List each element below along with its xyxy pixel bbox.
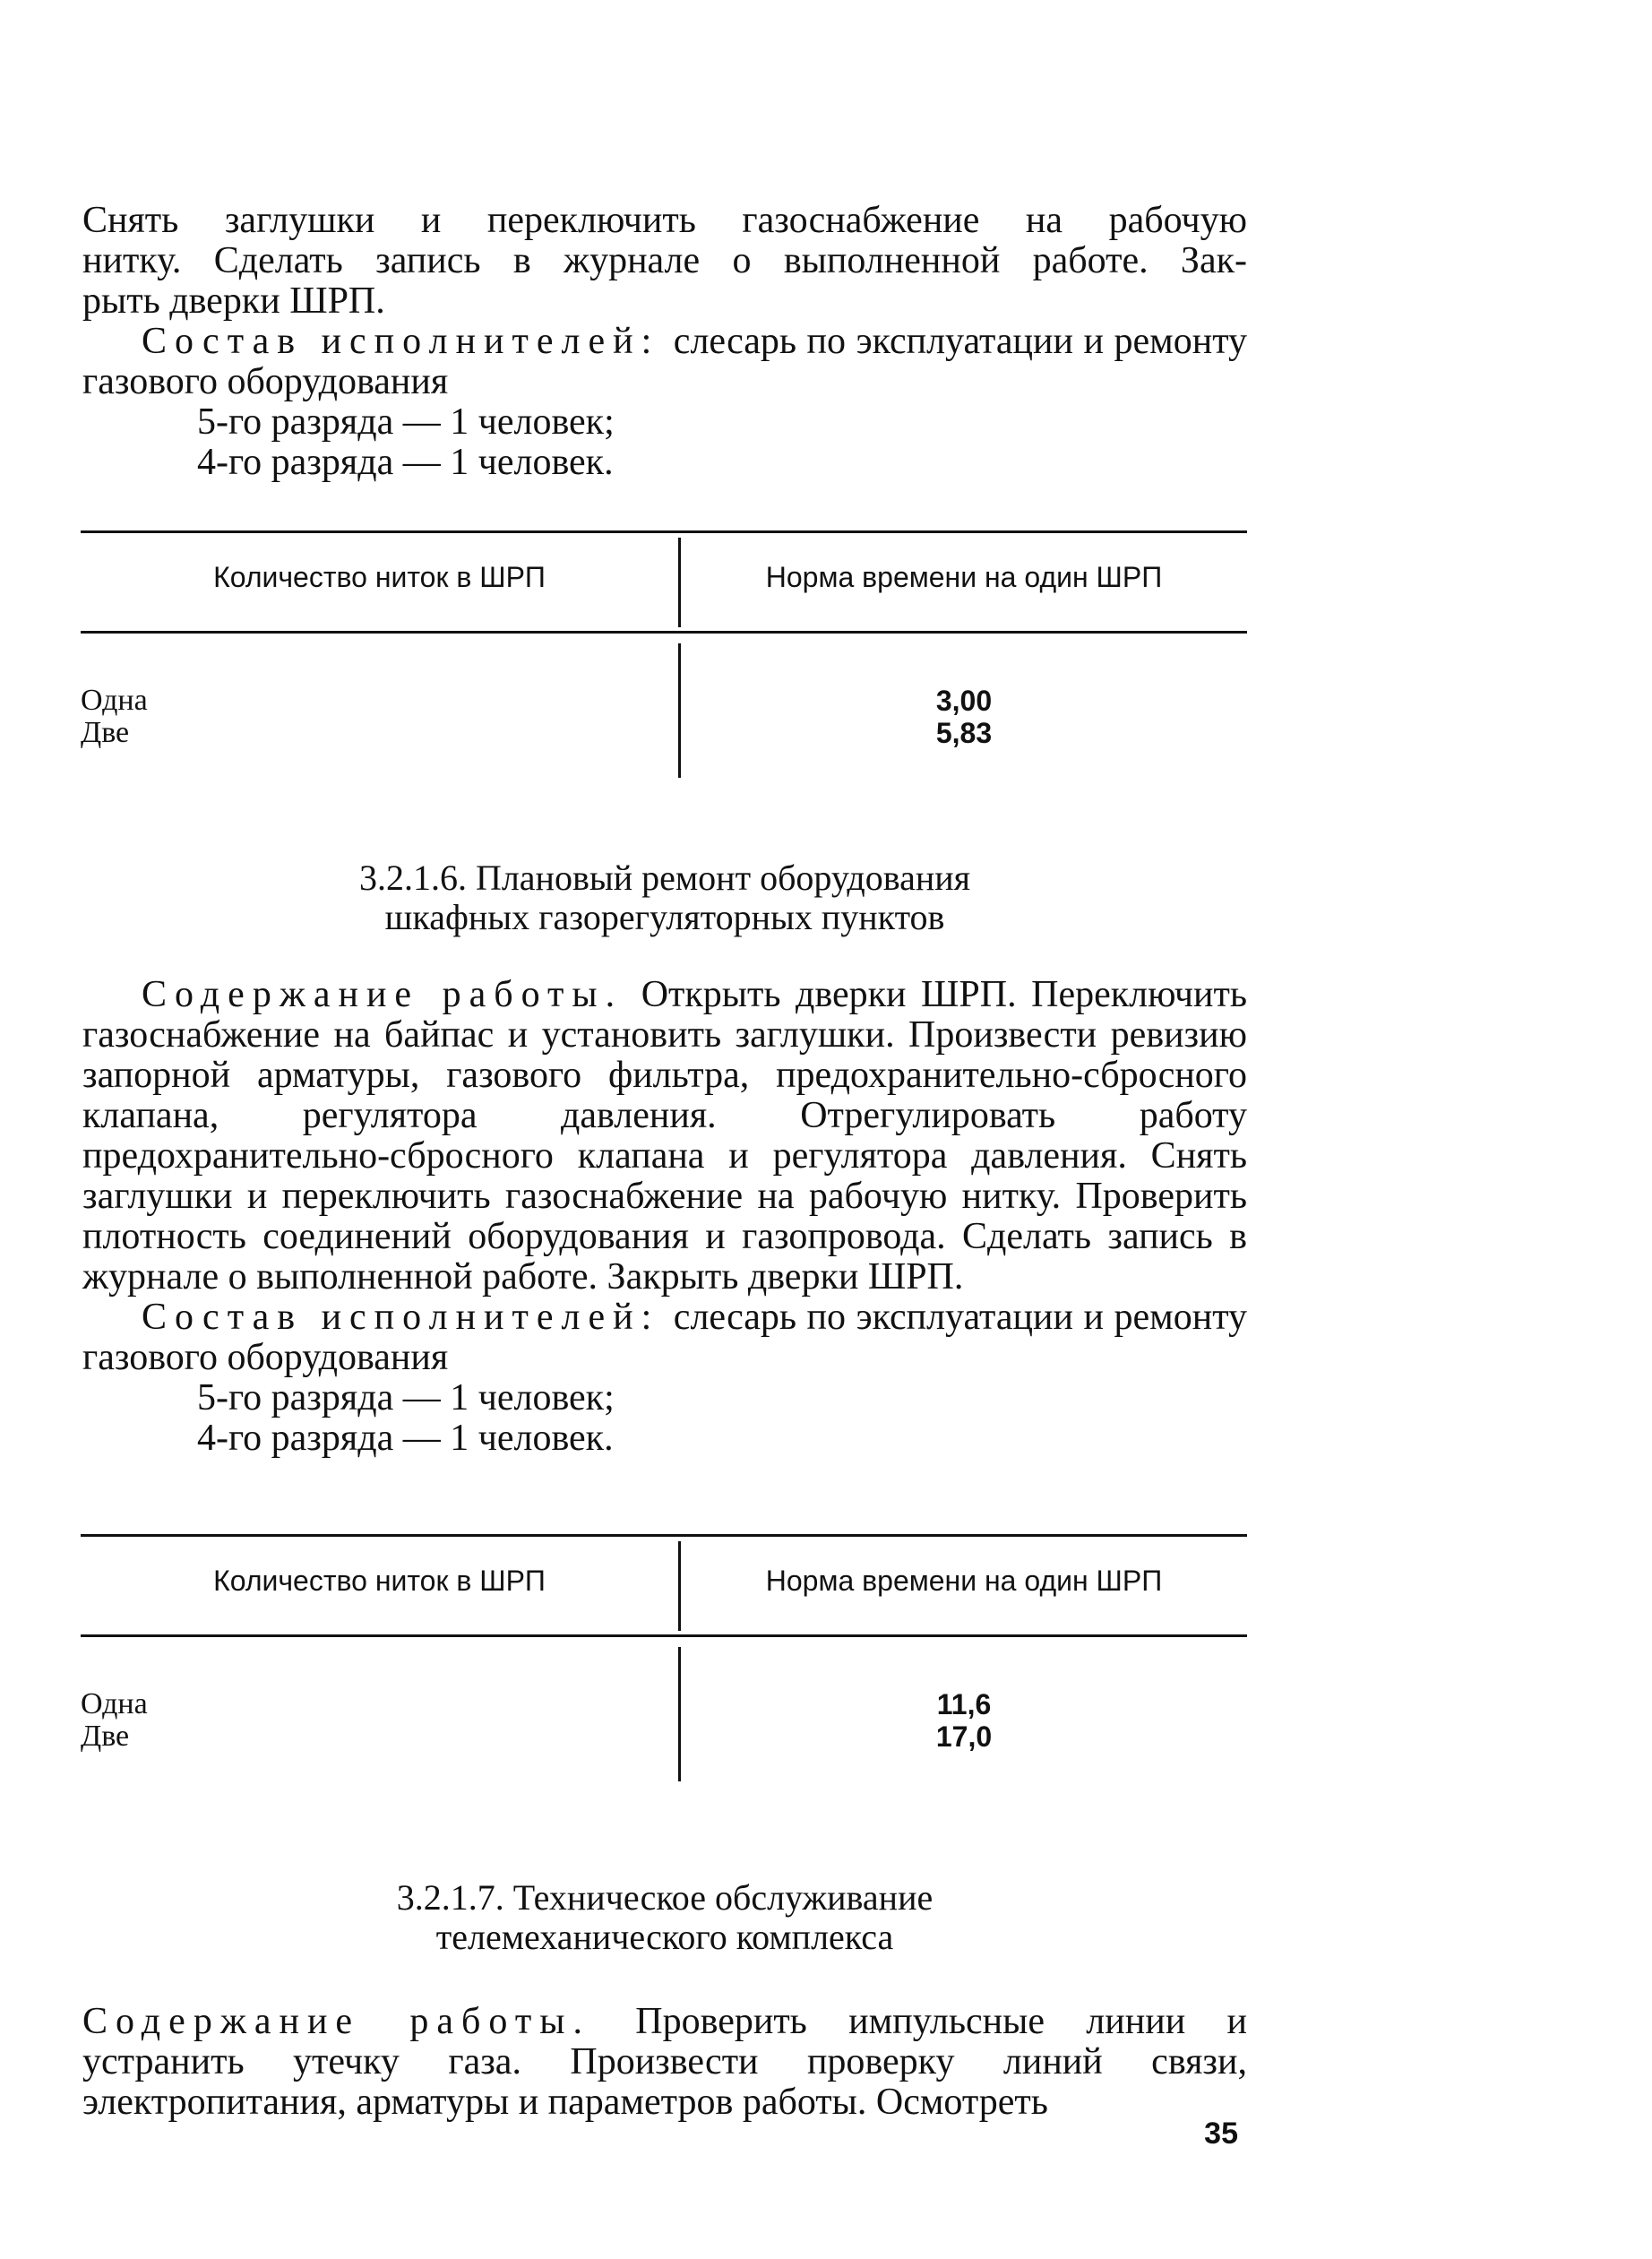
intro-staff-row-1: 5-го разряда — 1 человек; — [197, 401, 615, 443]
table-row — [81, 717, 1247, 749]
intro-staff-rest: слесарь по эксплуатации и ремонту газового оборудования — [82, 321, 1247, 402]
table2-row1-label: Одна — [81, 1687, 148, 1720]
section-3-2-1-7-heading-line-2: телемеханического комплекса — [435, 1917, 894, 1957]
table1-row1-value: 3,00 — [935, 685, 993, 717]
intro-staff — [82, 322, 1247, 402]
intro-line-1: Снять заглушки и переключить газоснабжение на рабочую — [82, 200, 1247, 241]
table-row — [81, 1688, 1247, 1720]
table2-row1-value: 11,6 — [936, 1688, 992, 1720]
table1-col2-header: Норма времени на один ШРП — [765, 561, 1163, 593]
section-3-2-1-7-content-text: Проверить импульсные линии и устранить утечку газа. Произвести проверку линий связи, электропитания, арматуры и параметров работы. Осмотреть — [82, 2001, 1247, 2123]
table2-header-rule — [81, 1634, 1247, 1637]
section-3-2-1-7-content — [82, 2002, 1247, 2123]
section-3-2-1-6-heading-line-2: шкафных газорегуляторных пунктов — [384, 897, 945, 937]
norm-table-1 — [81, 530, 1247, 790]
table1-row2-label: Две — [81, 716, 130, 749]
table1-header-rule — [81, 631, 1247, 634]
section-3-2-1-6-content — [82, 975, 1247, 1298]
table1-row1-label: Одна — [81, 684, 148, 717]
table1-col1-header: Количество ниток в ШРП — [213, 561, 546, 593]
table1-row2-value: 5,83 — [935, 717, 993, 749]
intro-line-3: рыть дверки ШРП. — [82, 280, 385, 322]
section-3-2-1-6-heading-line-1: 3.2.1.6. Плановый ремонт оборудования — [358, 858, 971, 898]
table-row — [81, 685, 1247, 717]
table2-col1-header: Количество ниток в ШРП — [213, 1565, 546, 1597]
table2-row2-label: Две — [81, 1720, 130, 1753]
page-number: 35 — [1204, 2117, 1238, 2151]
section-3-2-1-7-heading-line-1: 3.2.1.7. Техническое обслуживание — [396, 1877, 934, 1918]
section-3-2-1-6-staff-rows — [82, 1378, 1247, 1459]
section-3-2-1-6-content-lead: Содержание работы. — [142, 974, 624, 1015]
section-3-2-1-6-staff-lead: Состав исполнителей: — [142, 1297, 660, 1338]
table2-row2-value: 17,0 — [935, 1720, 993, 1753]
intro-staff-rows — [82, 402, 1247, 483]
section-3-2-1-7-body — [82, 2002, 1247, 2123]
section-3-2-1-6-staff-row-1: 5-го разряда — 1 человек; — [197, 1377, 615, 1418]
intro-line-2: нитку. Сделать запись в журнале о выполненной работе. Зак- — [82, 240, 1247, 281]
intro-staff-row-2: 4-го разряда — 1 человек. — [197, 442, 614, 483]
table-row — [81, 1720, 1247, 1753]
section-3-2-1-6-staff-rest: слесарь по эксплуатации и ремонту газового оборудования — [82, 1297, 1247, 1378]
table2-top-rule — [81, 1534, 1247, 1537]
section-3-2-1-7-content-lead: Содержание работы. — [82, 2001, 590, 2042]
intro-staff-lead: Состав исполнителей: — [142, 321, 660, 362]
norm-table-2 — [81, 1534, 1247, 1794]
section-3-2-1-6-staff-row-2: 4-го разряда — 1 человек. — [197, 1418, 614, 1459]
section-3-2-1-6-body — [82, 975, 1247, 1459]
section-3-2-1-6-staff — [82, 1298, 1247, 1378]
table2-col2-header: Норма времени на один ШРП — [765, 1565, 1163, 1597]
table1-top-rule — [81, 530, 1247, 533]
section-3-2-1-6-content-text: Открыть дверки ШРП. Переключить газоснабжение на байпас и установить заглушки. Произвести ревизию запорной арматуры, газового фильтра, предохранительно-сбросного клапана, регулятора давления. Отрегулировать работу предохранительно-сбросного клапана и регулятора давления. Снять заглушки и переключить газоснабжение на рабочую нитку. Проверить плотность соединений оборудования и газопровода. Сделать запись в журнале о выполненной работе. Закрыть дверки ШРП. — [82, 974, 1248, 1298]
intro-block — [82, 201, 1247, 483]
